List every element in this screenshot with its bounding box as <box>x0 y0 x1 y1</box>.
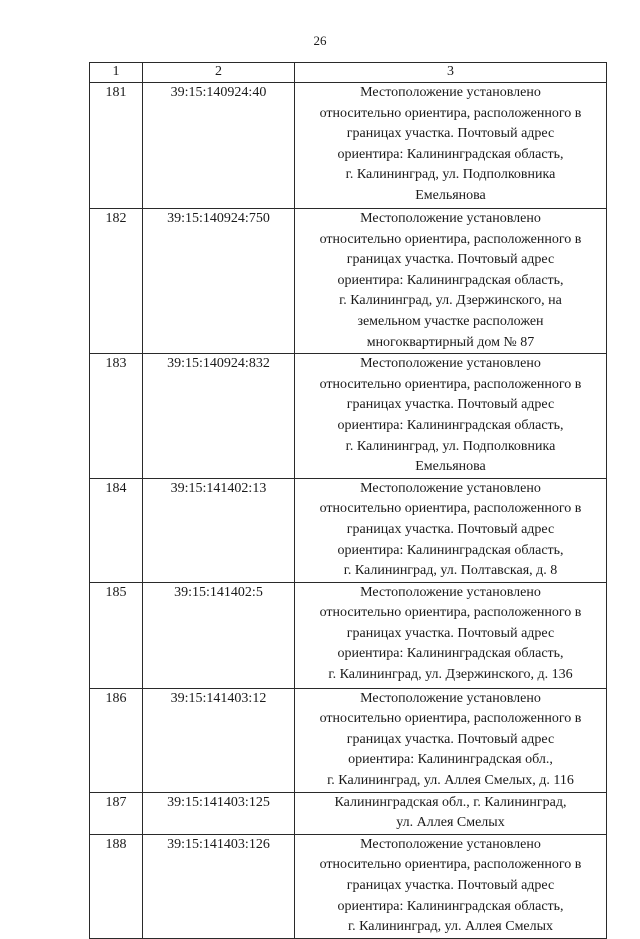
table-header-row <box>90 63 607 83</box>
row-number: 188 <box>90 834 143 938</box>
row-number: 183 <box>90 354 143 479</box>
location-description: Калининградская обл., г. Калининград, ул. Аллея Смелых <box>295 792 607 834</box>
cadastral-number: 39:15:141402:13 <box>143 478 295 582</box>
header-col-1: 1 <box>90 63 143 83</box>
row-number: 181 <box>90 83 143 209</box>
location-description: Местоположение установлено относительно ориентира, расположенного в границах участка. Почтовый адрес ориентира: Калининградская обл., г. Калининград, ул. Аллея Смелых, д. 116 <box>295 688 607 792</box>
table-row <box>90 688 607 792</box>
table-row <box>90 354 607 479</box>
row-number: 184 <box>90 478 143 582</box>
table-row <box>90 83 607 209</box>
row-number: 186 <box>90 688 143 792</box>
cadastral-number: 39:15:141403:126 <box>143 834 295 938</box>
table-row <box>90 792 607 834</box>
header-col-3: 3 <box>295 63 607 83</box>
table-row <box>90 478 607 582</box>
cadastral-number: 39:15:141403:125 <box>143 792 295 834</box>
cadastral-number: 39:15:141403:12 <box>143 688 295 792</box>
location-description: Местоположение установлено относительно ориентира, расположенного в границах участка. Почтовый адрес ориентира: Калининградская область, г. Калининград, ул. Дзержинского, на земельном участке расположен многоквартирный дом № 87 <box>295 209 607 354</box>
cadastral-number: 39:15:141402:5 <box>143 582 295 688</box>
row-number: 182 <box>90 209 143 354</box>
row-number: 187 <box>90 792 143 834</box>
land-plot-table <box>89 62 607 939</box>
location-description: Местоположение установлено относительно ориентира, расположенного в границах участка. Почтовый адрес ориентира: Калининградская область, г. Калининград, ул. Полтавская, д. 8 <box>295 478 607 582</box>
cadastral-number: 39:15:140924:750 <box>143 209 295 354</box>
location-description: Местоположение установлено относительно ориентира, расположенного в границах участка. Почтовый адрес ориентира: Калининградская область, г. Калининград, ул. Аллея Смелых <box>295 834 607 938</box>
table-row <box>90 582 607 688</box>
header-col-2: 2 <box>143 63 295 83</box>
location-description: Местоположение установлено относительно ориентира, расположенного в границах участка. Почтовый адрес ориентира: Калининградская область, г. Калининград, ул. Дзержинского, д. 136 <box>295 582 607 688</box>
cadastral-number: 39:15:140924:40 <box>143 83 295 209</box>
table-row <box>90 209 607 354</box>
row-number: 185 <box>90 582 143 688</box>
table-row <box>90 834 607 938</box>
location-description: Местоположение установлено относительно ориентира, расположенного в границах участка. Почтовый адрес ориентира: Калининградская область, г. Калининград, ул. Подполковника Емельянова <box>295 354 607 479</box>
cadastral-number: 39:15:140924:832 <box>143 354 295 479</box>
page-number: 26 <box>313 33 327 48</box>
location-description: Местоположение установлено относительно ориентира, расположенного в границах участка. Почтовый адрес ориентира: Калининградская область, г. Калининград, ул. Подполковника Емельянова <box>295 83 607 209</box>
